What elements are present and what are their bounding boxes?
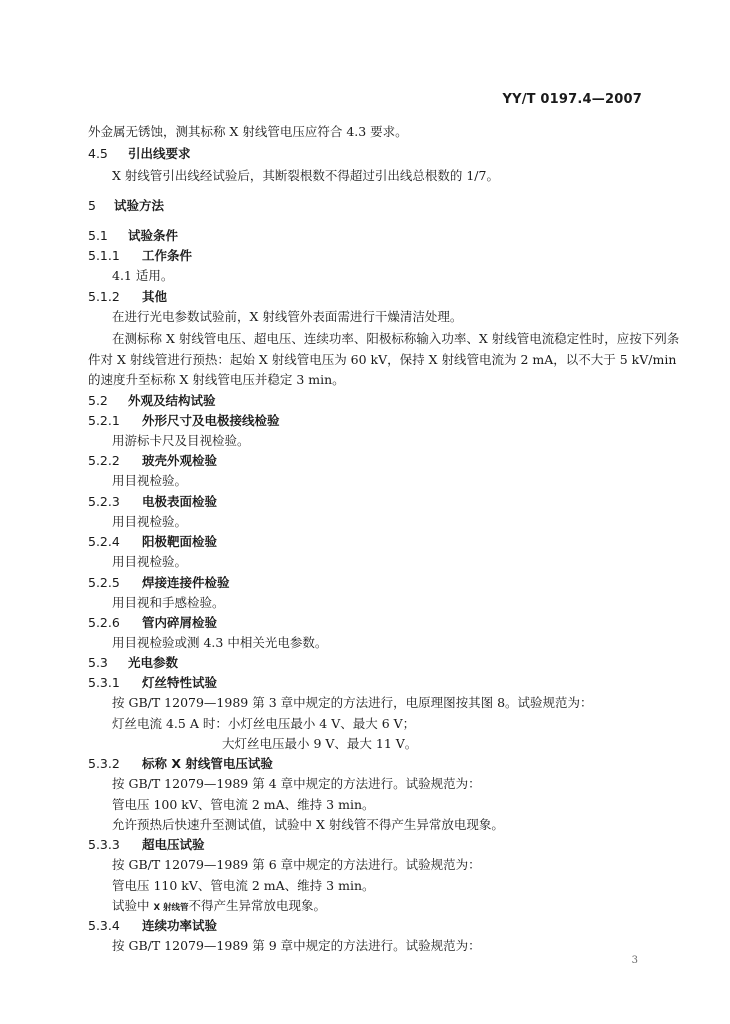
small-bold-term: X 射线管	[153, 903, 189, 913]
text-segment: 试验中	[112, 898, 154, 913]
section-heading-5-3-2	[88, 756, 642, 772]
section-title: 电极表面检验	[142, 494, 218, 509]
section-heading-5	[88, 198, 642, 214]
section-heading-5-3-4	[88, 918, 642, 934]
section-number: 5.1	[88, 228, 108, 243]
section-heading-5-2-6	[88, 615, 642, 631]
section-title: 光电参数	[128, 655, 179, 670]
section-heading-5-2-3	[88, 494, 642, 510]
section-title: 外观及结构试验	[128, 393, 216, 408]
body-text-line: 用目视和手感检验。	[112, 595, 225, 610]
section-number: 5.3.4	[88, 918, 120, 933]
section-title: 阳极靶面检验	[142, 534, 218, 549]
section-number: 5.2.6	[88, 615, 120, 630]
body-text-line: 在进行光电参数试验前，X 射线管外表面需进行干燥清洁处理。	[112, 309, 463, 324]
body-text-line: 在测标称 X 射线管电压、超电压、连续功率、阳极标称输入功率、X 射线管电流稳定性时，应按下列条	[112, 331, 680, 346]
document-code: YY/T 0197.4—2007	[502, 92, 642, 107]
section-heading-5-3-1	[88, 675, 642, 691]
section-number: 5.3.3	[88, 837, 120, 852]
body-text-line: 灯丝电流 4.5 A 时：小灯丝电压最小 4 V、最大 6 V；	[112, 716, 416, 731]
body-text-line: 管电压 100 kV、管电流 2 mA、维持 3 min。	[112, 797, 375, 812]
body-text-line: 用目视检验或测 4.3 中相关光电参数。	[112, 635, 328, 650]
section-title: 试验方法	[114, 198, 165, 213]
section-number: 5.3.2	[88, 756, 120, 771]
section-title: 外形尺寸及电极接线检验	[142, 413, 280, 428]
section-heading-5-1-2	[88, 289, 642, 305]
section-heading-5-2-2	[88, 453, 642, 469]
section-heading-5-1-1	[88, 248, 642, 264]
body-text-line: 4.1 适用。	[112, 268, 174, 283]
body-text-line: 按 GB/T 12079—1989 第 3 章中规定的方法进行，电原理图按其图 8。试验规范为：	[112, 695, 593, 710]
body-text-line: 用目视检验。	[112, 514, 188, 529]
body-text-line: X 射线管引出线经试验后，其断裂根数不得超过引出线总根数的 1/7。	[112, 168, 499, 183]
page-number: 3	[631, 955, 638, 966]
section-heading-5-3	[88, 655, 642, 671]
section-heading-5-2	[88, 393, 642, 409]
section-title: 其他	[142, 289, 168, 304]
body-text-line: 用目视检验。	[112, 554, 188, 569]
section-number: 5.2.4	[88, 534, 120, 549]
body-text-line: 按 GB/T 12079—1989 第 6 章中规定的方法进行。试验规范为：	[112, 857, 481, 872]
section-heading-5-3-3	[88, 837, 642, 853]
section-number: 5.3	[88, 655, 108, 670]
section-number: 5.2.5	[88, 575, 120, 590]
section-heading-5-2-5	[88, 575, 642, 591]
section-heading-4-5	[88, 146, 642, 162]
section-heading-5-2-1	[88, 413, 642, 429]
section-title: 工作条件	[142, 248, 193, 263]
body-text-line: 用游标卡尺及目视检验。	[112, 433, 250, 448]
section-number: 5.2.1	[88, 413, 120, 428]
section-heading-5-1	[88, 228, 642, 244]
body-text-line: 外金属无锈蚀，测其标称 X 射线管电压应符合 4.3 要求。	[88, 124, 408, 139]
body-text-line: 的速度升至标称 X 射线管电压并稳定 3 min。	[88, 372, 345, 387]
section-number: 5	[88, 198, 96, 213]
section-title: 管内碎屑检验	[142, 615, 218, 630]
section-title: 焊接连接件检验	[142, 575, 230, 590]
section-title: 连续功率试验	[142, 918, 218, 933]
section-title: 标称 X 射线管电压试验	[142, 756, 273, 771]
body-text-line: 大灯丝电压最小 9 V、最大 11 V。	[222, 736, 418, 751]
body-text-line: 件对 X 射线管进行预热：起始 X 射线管电压为 60 kV，保持 X 射线管电流为 2 mA，以不大于 5 kV/min	[88, 352, 677, 367]
body-text-line: 用目视检验。	[112, 473, 188, 488]
section-number: 5.2	[88, 393, 108, 408]
body-text-line: 按 GB/T 12079—1989 第 4 章中规定的方法进行。试验规范为：	[112, 776, 481, 791]
section-title: 引出线要求	[128, 146, 191, 161]
section-number: 5.2.2	[88, 453, 120, 468]
section-number: 5.1.1	[88, 248, 120, 263]
section-title: 超电压试验	[142, 837, 205, 852]
body-text-line: 按 GB/T 12079—1989 第 9 章中规定的方法进行。试验规范为：	[112, 938, 481, 953]
section-title: 玻壳外观检验	[142, 453, 218, 468]
text-segment: 不得产生异常放电现象。	[188, 898, 327, 913]
section-number: 5.2.3	[88, 494, 120, 509]
body-text-line	[112, 898, 642, 916]
body-text-line: 允许预热后快速升至测试值，试验中 X 射线管不得产生异常放电现象。	[112, 817, 504, 832]
body-text-line: 管电压 110 kV、管电流 2 mA、维持 3 min。	[112, 878, 375, 893]
section-number: 5.1.2	[88, 289, 120, 304]
section-number: 4.5	[88, 146, 108, 161]
section-title: 灯丝特性试验	[142, 675, 218, 690]
section-title: 试验条件	[128, 228, 179, 243]
section-heading-5-2-4	[88, 534, 642, 550]
section-number: 5.3.1	[88, 675, 120, 690]
